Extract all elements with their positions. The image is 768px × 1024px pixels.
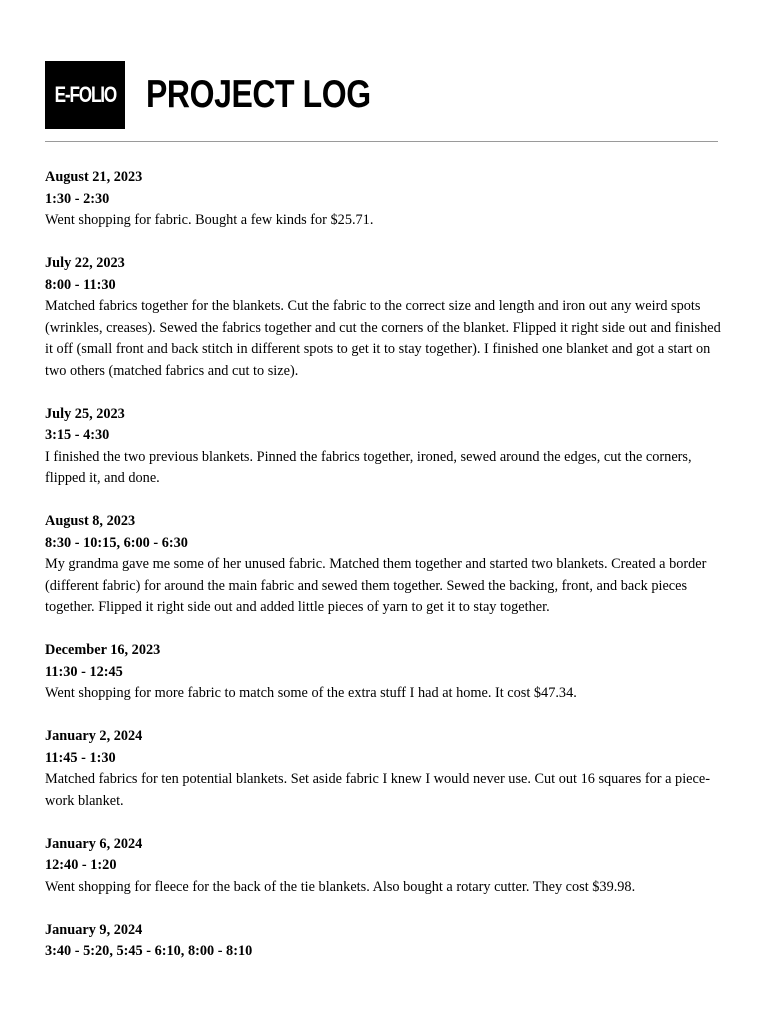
entry-time: 8:00 - 11:30 <box>45 276 116 293</box>
entry-date: July 22, 2023 <box>45 255 125 271</box>
log-entry <box>45 834 721 899</box>
entry-text: Went shopping for fleece for the back of the tie blankets. Also bought a rotary cutter. They cost $39.98. <box>45 878 636 895</box>
entry-date: August 21, 2023 <box>45 169 143 185</box>
entry-time: 1:30 - 2:30 <box>45 190 110 207</box>
log-entry <box>45 404 721 490</box>
log-entry <box>45 726 721 812</box>
entry-text: Matched fabrics together for the blankets. Cut the fabric to the correct size and length and iron out any weird spots (wrinkles, creases). Sewed the fabrics together and cut the corners of the blanket. Flipped it right side out and finished it off (small front and back stitch in different spots to get it to stay together). I finished one blanket and got a start on two others (matched fabrics and cut to size). <box>45 298 721 379</box>
entry-time: 3:15 - 4:30 <box>45 427 110 443</box>
log-entry <box>45 640 721 705</box>
entry-time: 3:40 - 5:20, 5:45 - 6:10, 8:00 - 8:10 <box>45 943 253 959</box>
entry-date: January 6, 2024 <box>45 835 143 852</box>
entry-time: 11:45 - 1:30 <box>45 749 116 766</box>
entry-date: December 16, 2023 <box>45 642 161 658</box>
entry-date: July 25, 2023 <box>45 405 125 422</box>
entry-date: January 2, 2024 <box>45 728 143 744</box>
entry-text: Matched fabrics for ten potential blankets. Set aside fabric I knew I would never use. Cut out 16 squares for a piece-work blanket. <box>45 771 710 809</box>
log-entry <box>45 253 721 382</box>
entry-time: 8:30 - 10:15, 6:00 - 6:30 <box>45 534 188 551</box>
header-divider <box>45 141 718 142</box>
page-header <box>45 61 420 129</box>
entry-text: Went shopping for more fabric to match some of the extra stuff I had at home. It cost $47.34. <box>45 685 577 701</box>
entry-time: 12:40 - 1:20 <box>45 857 117 873</box>
entry-date: August 8, 2023 <box>45 513 136 529</box>
logo-text: E-FOLIO <box>54 82 116 107</box>
entry-time: 11:30 - 12:45 <box>45 663 123 680</box>
entry-text: Went shopping for fabric. Bought a few kinds for $25.71. <box>45 212 374 228</box>
entry-date: January 9, 2024 <box>45 921 143 938</box>
log-entries <box>45 167 721 984</box>
log-entry <box>45 511 721 619</box>
page-title: PROJECT LOG <box>146 73 371 116</box>
e-folio-logo <box>45 61 125 129</box>
entry-text: My grandma gave me some of her unused fabric. Matched them together and started two blankets. Created a border (different fabric) for around the main fabric and sewed them together. Sewed the backing, front, and back pieces together. Flipped it right side out and added little pieces of yarn to get it to stay together. <box>45 556 707 615</box>
log-entry <box>45 167 721 232</box>
entry-text: I finished the two previous blankets. Pinned the fabrics together, ironed, sewed around the edges, cut the corners, flipped it, and done. <box>45 448 692 486</box>
log-entry <box>45 920 721 963</box>
